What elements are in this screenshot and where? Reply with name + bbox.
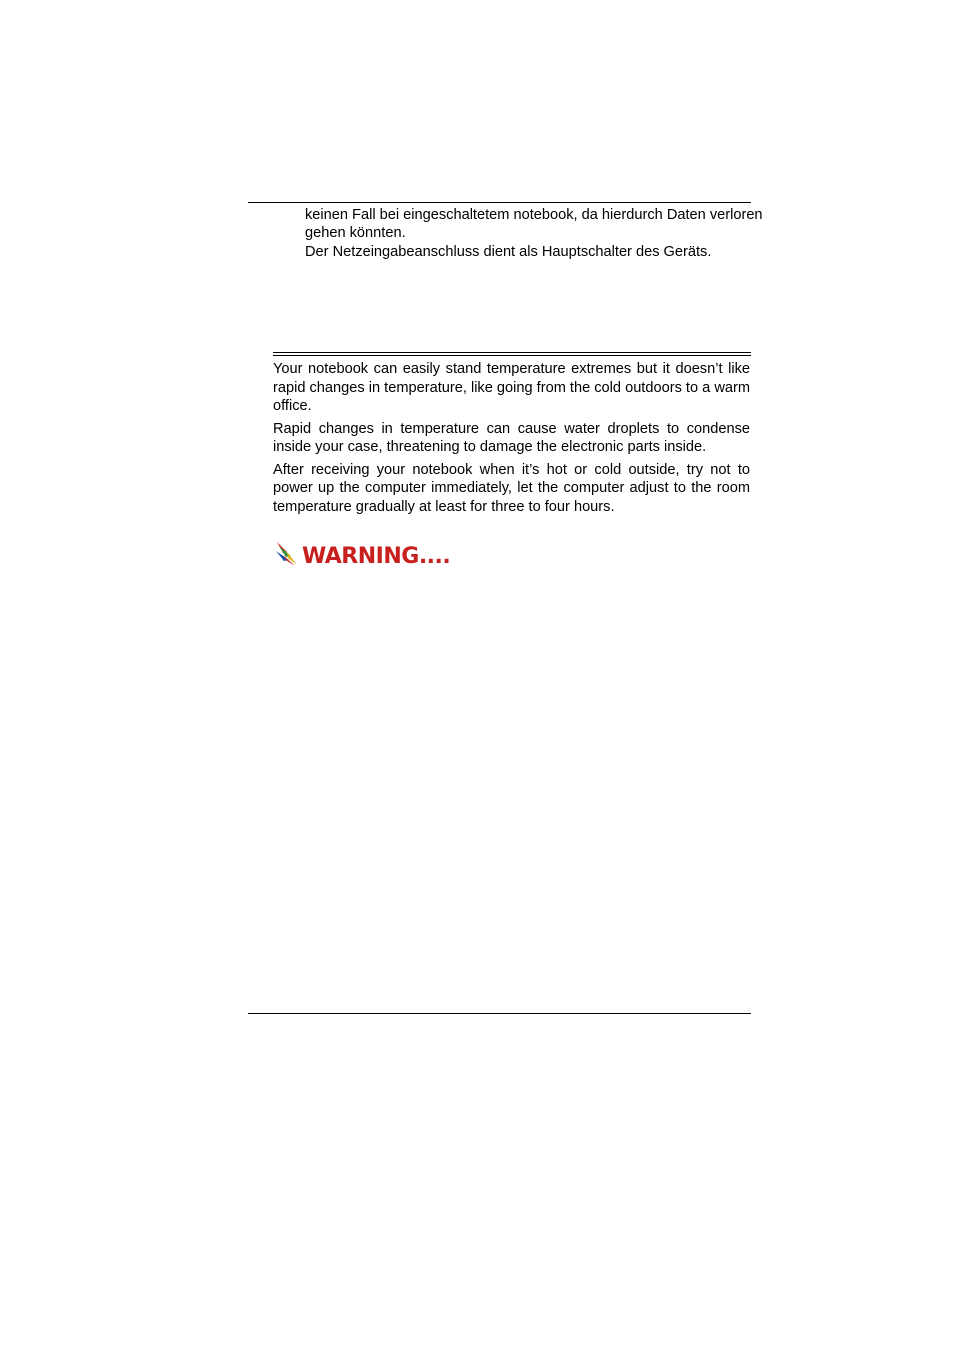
paragraph-2: Rapid changes in temperature can cause water droplets to condense inside your case, threatening to damage the electronic parts inside. xyxy=(273,420,750,455)
paragraph-3: After receiving your notebook when it’s hot or cold outside, try not to power up the computer immediately, let the computer adjust to the room temperature gradually at least for three to four hours. xyxy=(273,461,750,515)
warning-arrows-icon xyxy=(275,541,299,572)
header-rule xyxy=(248,202,751,203)
warning-banner xyxy=(275,541,450,571)
warning-label: WARNING.... xyxy=(302,543,451,569)
german-note-line-1: keinen Fall bei eingeschaltetem notebook, da hierdurch Daten verloren gehen könnten. xyxy=(305,207,763,241)
german-note xyxy=(305,206,765,261)
section-rule xyxy=(273,352,751,356)
german-note-line-2: Der Netzeingabeanschluss dient als Hauptschalter des Geräts. xyxy=(305,244,712,260)
temperature-section xyxy=(273,360,750,520)
footer-rule xyxy=(248,1013,751,1014)
paragraph-1: Your notebook can easily stand temperature extremes but it doesn’t like rapid changes in temperature, like going from the cold outdoors to a warm office. xyxy=(273,361,750,414)
